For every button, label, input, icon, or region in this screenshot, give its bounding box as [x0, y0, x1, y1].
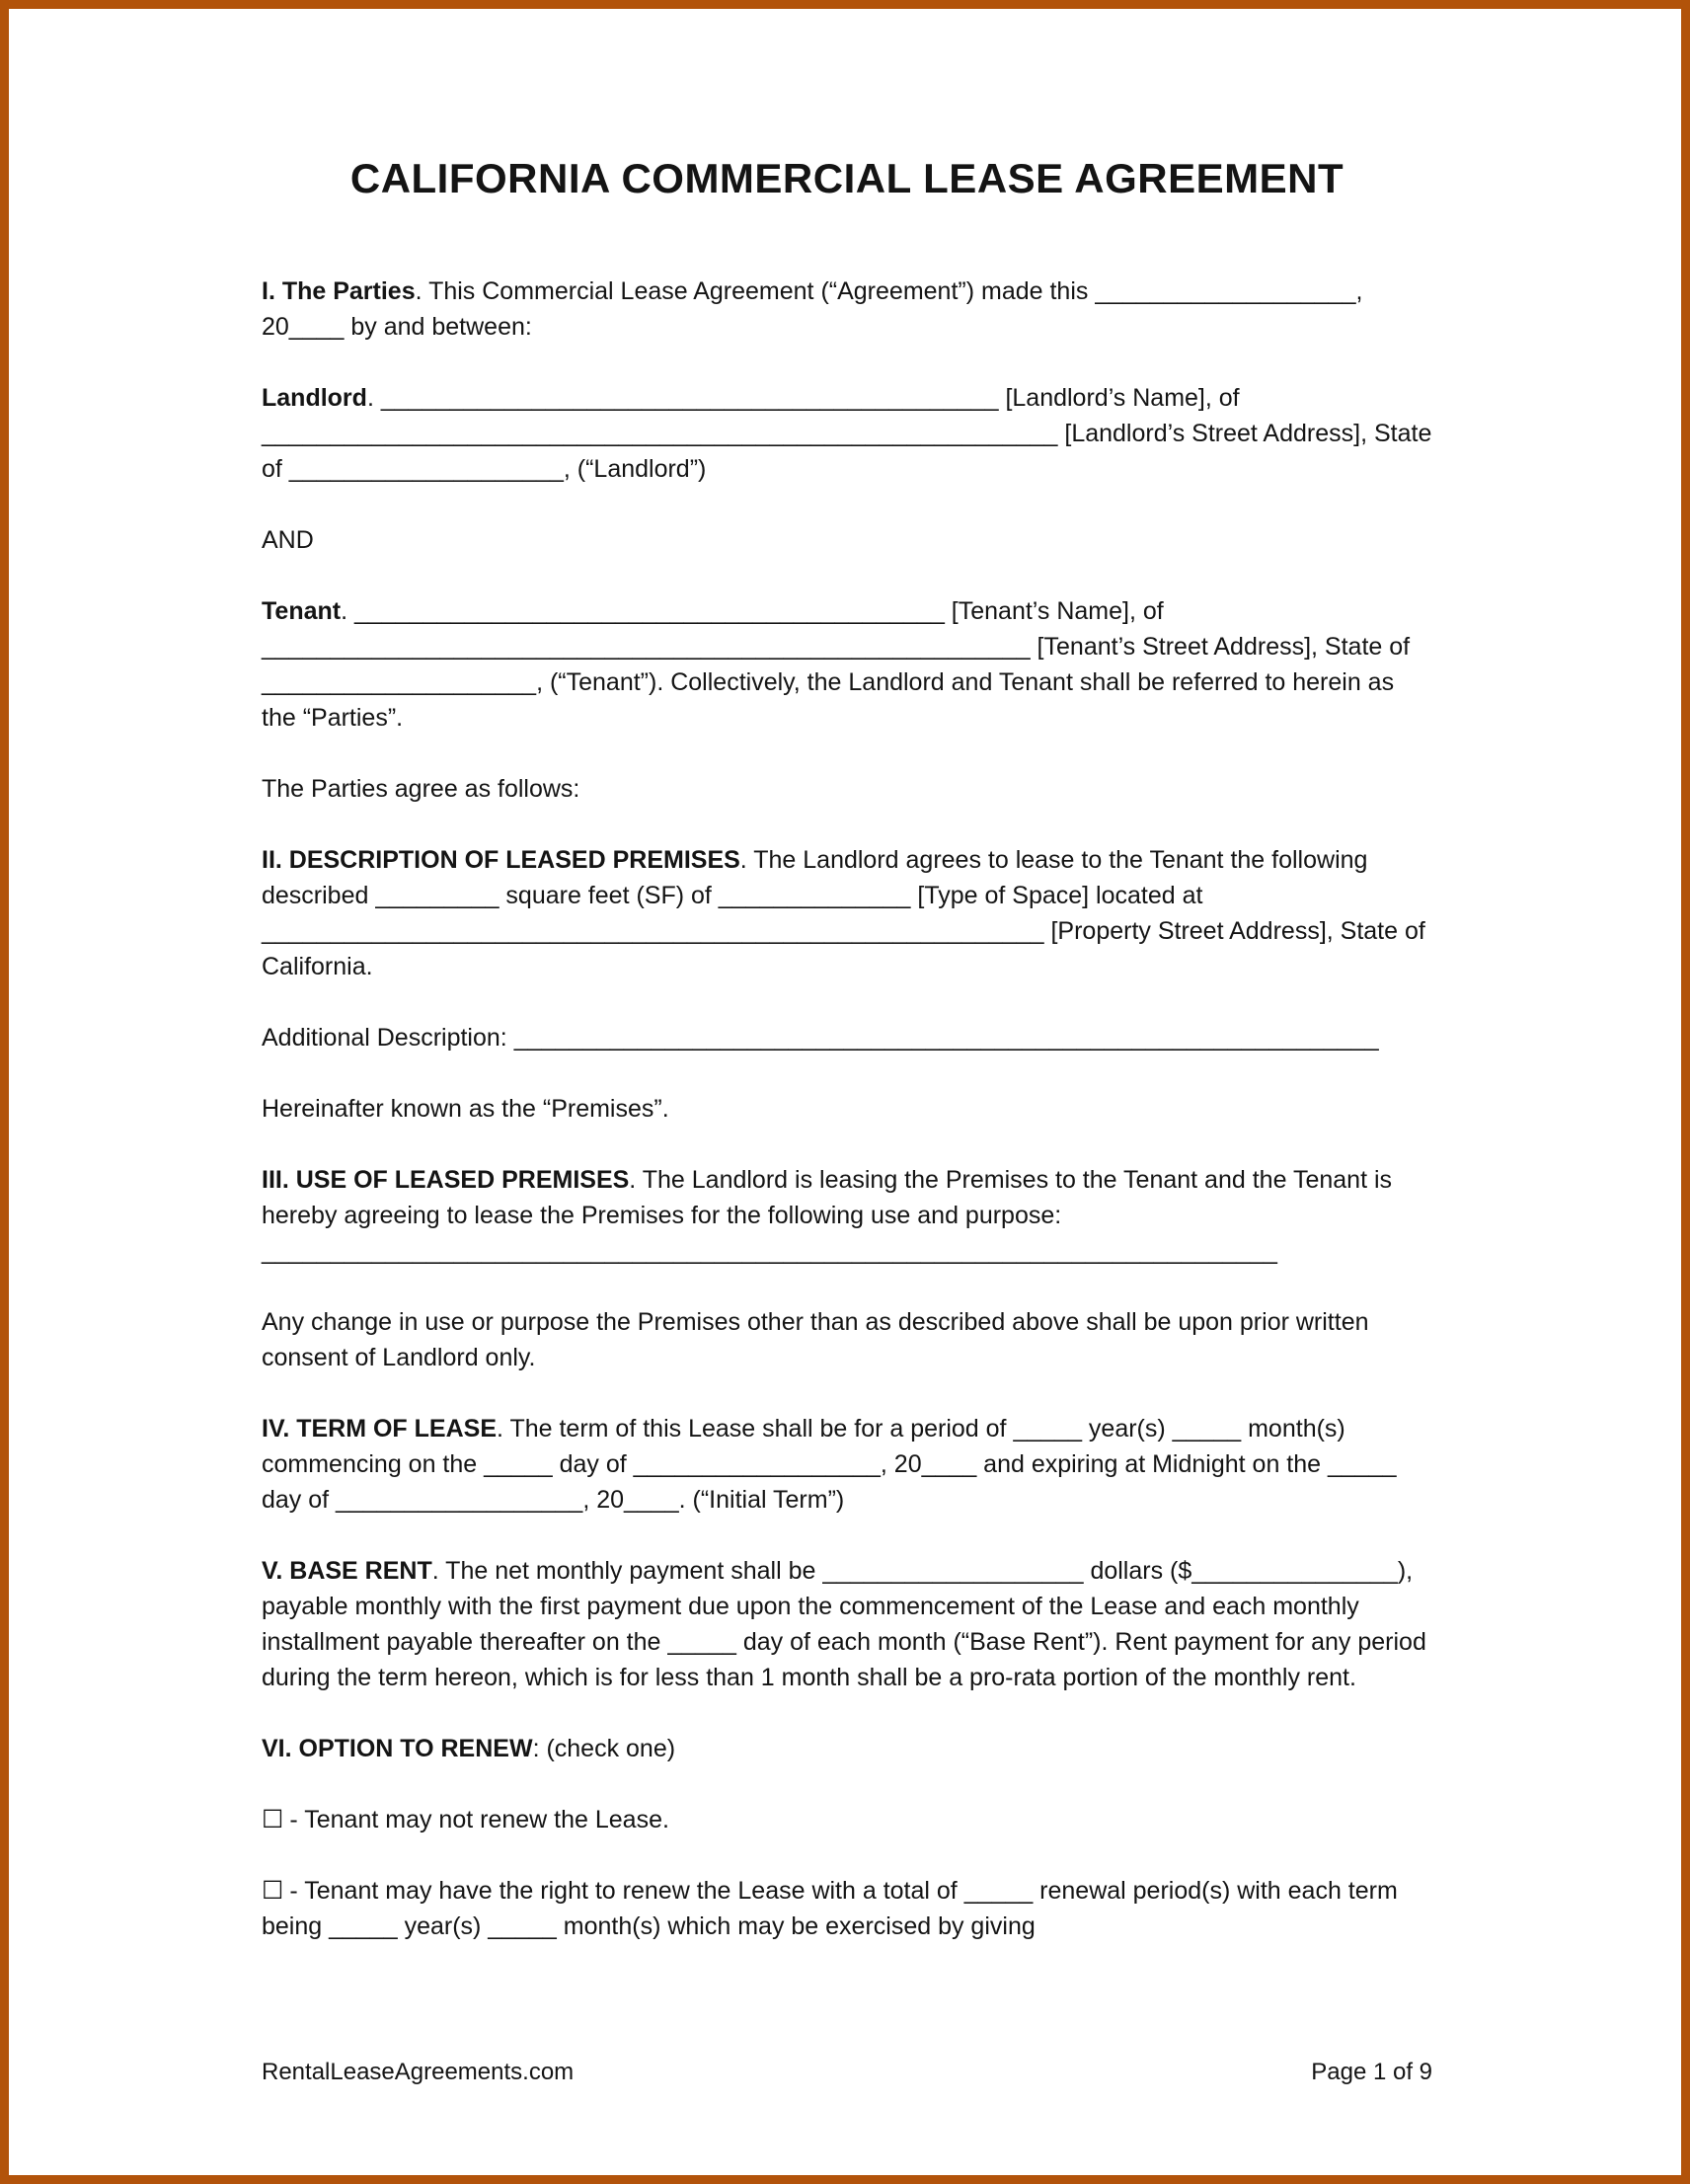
section-body-v: . The net monthly payment shall be ___________________ dollars ($_______________), payable monthly with the first payment due upon the commencement of the Lease and each monthly installment payable thereafter on the _____ day of each month (“Base Rent”). Rent payment for any period during the term hereon, which is for less than 1 month shall be a pro-rata portion of the monthly rent.: [262, 1557, 1426, 1691]
renew-option-yes-label: - Tenant may have the right to renew the Lease with a total of _____ renewal period(s) with each term being _____ year(s) _____ month(s) which may be exercised by giving: [262, 1877, 1398, 1940]
section-vi-option-to-renew: [262, 1731, 1432, 1766]
section-body-iv: . The term of this Lease shall be for a period of _____ year(s) _____ month(s) commencing on the _____ day of __________________, 20____ and expiring at Midnight on the _____ day of __________________, 20____. (“Initial Term”): [262, 1415, 1397, 1514]
renew-option-no-label: - Tenant may not renew the Lease.: [289, 1806, 669, 1833]
document-content: [262, 155, 1432, 1980]
section-body-vi: : (check one): [532, 1735, 676, 1762]
footer: [262, 2059, 1432, 2086]
section-heading-v: V. BASE RENT: [262, 1557, 432, 1585]
text-parties-agree: The Parties agree as follows:: [262, 775, 580, 803]
text-change-in-use: Any change in use or purpose the Premises other than as described above shall be upon prior written consent of Landlord only.: [262, 1308, 1369, 1371]
section-ii-description-of-leased-premises: [262, 842, 1432, 984]
section-body-ii: . The Landlord agrees to lease to the Tenant the following described _________ square feet (SF) of ______________ [Type of Space] located at _________________________________________________________ [Property Street Address], State of California.: [262, 846, 1425, 980]
section-landlord: [262, 380, 1432, 487]
section-v-base-rent: [262, 1553, 1432, 1695]
section-i-the-parties: [262, 273, 1432, 345]
section-iii-use-of-leased-premises: [262, 1162, 1432, 1269]
footer-site-name: RentalLeaseAgreements.com: [262, 2059, 575, 2085]
empty-checkbox-icon: ☐: [262, 1805, 284, 1833]
text-additional-description: Additional Description: _______________________________________________________________: [262, 1024, 1379, 1052]
section-body-landlord: . _____________________________________________ [Landlord’s Name], of __________________________________________________________ [Landlord’s Street Address], State of ____________________, (“Landlord”): [262, 384, 1432, 483]
section-body-iii: . The Landlord is leasing the Premises to the Tenant and the Tenant is hereby agreeing to lease the Premises for the following use and purpose: __________________________________________________________________________: [262, 1166, 1393, 1265]
section-tenant: [262, 593, 1432, 736]
section-body-i: . This Commercial Lease Agreement (“Agreement”) made this ___________________, 20____ by and between:: [262, 277, 1363, 341]
footer-page-number: Page 1 of 9: [1311, 2059, 1432, 2085]
section-heading-iv: IV. TERM OF LEASE: [262, 1415, 498, 1443]
section-heading-landlord: Landlord: [262, 384, 367, 412]
empty-checkbox-icon: ☐: [262, 1876, 284, 1905]
section-body-tenant: . ___________________________________________ [Tenant’s Name], of ________________________________________________________ [Tenant’s Street Address], State of ____________________, (“Tenant”). Collectively, the Landlord and Tenant shall be referred to herein as the “Parties”.: [262, 597, 1411, 732]
section-iv-term-of-lease: [262, 1411, 1432, 1518]
page-title: CALIFORNIA COMMERCIAL LEASE AGREEMENT: [349, 155, 1344, 201]
renew-option-no: [262, 1802, 1432, 1837]
section-heading-i: I. The Parties: [262, 277, 416, 305]
renew-option-yes: [262, 1873, 1432, 1944]
text-and: AND: [262, 526, 314, 554]
section-heading-tenant: Tenant: [262, 597, 342, 625]
section-heading-ii: II. DESCRIPTION OF LEASED PREMISES: [262, 846, 740, 874]
section-heading-iii: III. USE OF LEASED PREMISES: [262, 1166, 630, 1194]
text-hereinafter-premises: Hereinafter known as the “Premises”.: [262, 1095, 669, 1123]
section-heading-vi: VI. OPTION TO RENEW: [262, 1735, 533, 1762]
